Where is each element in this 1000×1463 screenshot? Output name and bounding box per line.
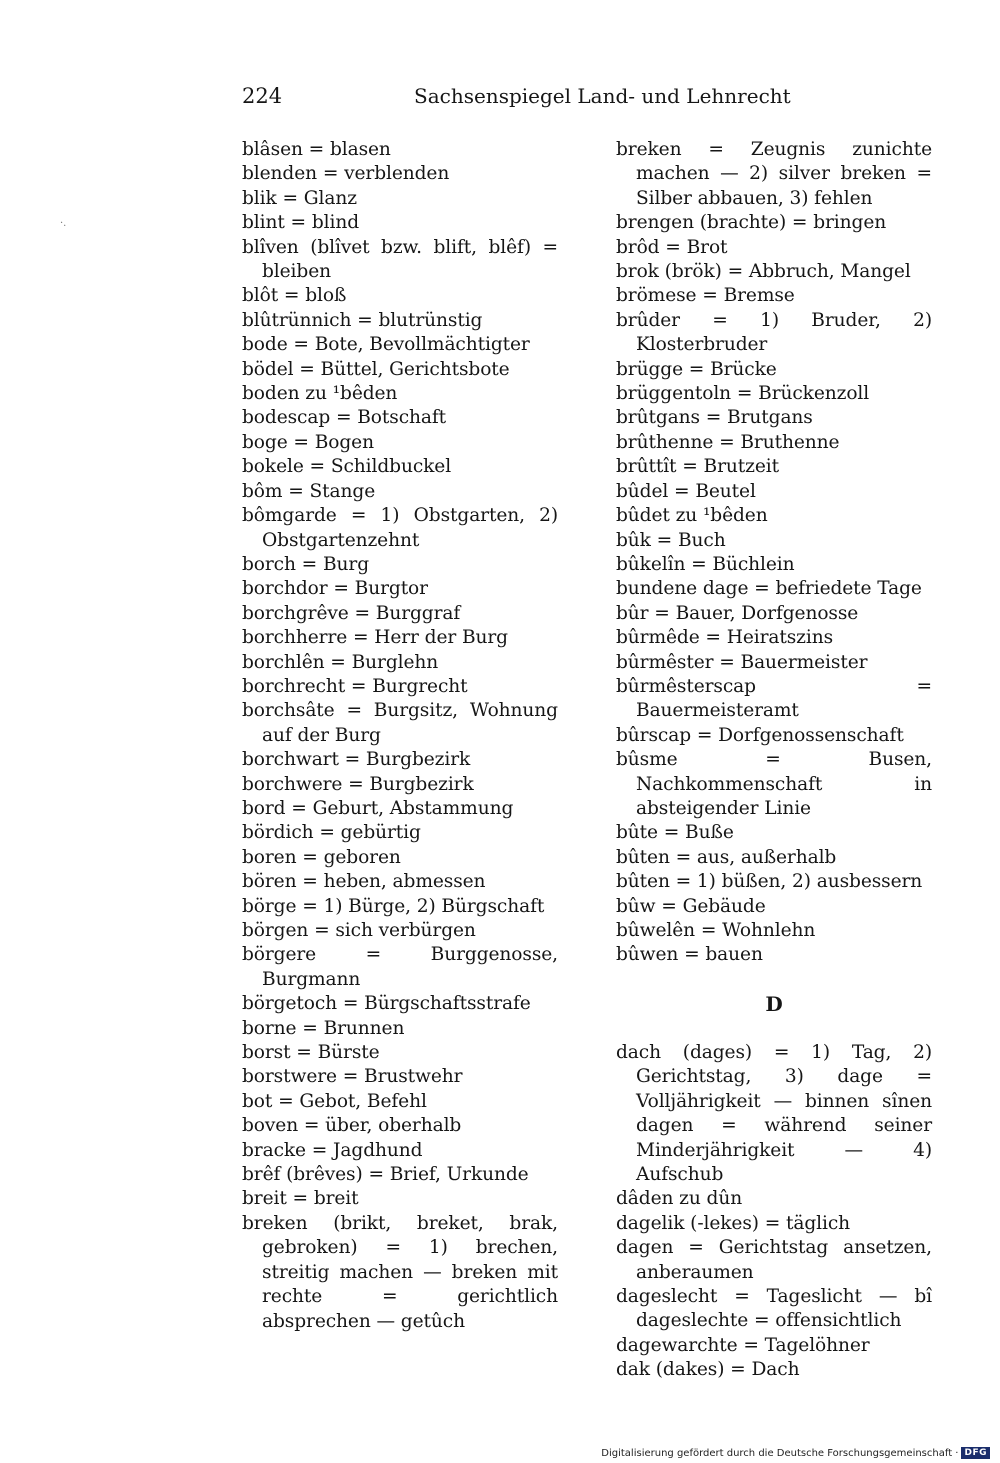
dictionary-entry: brôd = Brot	[616, 236, 728, 258]
dictionary-entry: borchgrêve = Burggraf	[242, 602, 461, 624]
dictionary-entry: bûr = Bauer, Dorfgenosse	[616, 602, 859, 624]
page-number: 224	[242, 84, 283, 108]
dictionary-entry: bûrmêde = Heiratszins	[616, 627, 834, 649]
dictionary-entry: bûdel = Beutel	[616, 480, 756, 502]
dictionary-entry: borstwere = Brustwehr	[242, 1066, 463, 1088]
dictionary-entry: blôt = bloß	[242, 285, 347, 307]
dictionary-entry: bokele = Schildbuckel	[242, 456, 452, 478]
right-column	[616, 138, 932, 1383]
dictionary-entry: bûk = Buch	[616, 529, 726, 551]
dictionary-entry: bôm = Stange	[242, 480, 376, 502]
dictionary-entry: börgetoch = Bürgschaftsstrafe	[242, 993, 531, 1015]
digitization-footer	[601, 1447, 990, 1459]
dictionary-entry: borne = Brunnen	[242, 1017, 405, 1039]
dictionary-entry: bûw = Gebäude	[616, 895, 766, 917]
dictionary-entry: boren = geboren	[242, 846, 401, 868]
dictionary-entry: breken (brikt, breket, brak, gebroken) = 1) brechen, streitig machen — breken mit rechte = gerichtlich absprechen — getûch	[242, 1212, 558, 1332]
marginal-mark: ·.	[60, 218, 67, 229]
dictionary-entry: brügge = Brücke	[616, 358, 777, 380]
dictionary-entry: bûten = 1) büßen, 2) ausbessern	[616, 871, 923, 893]
footer-credit: Digitalisierung gefördert durch die Deutsche Forschungsgemeinschaft ·	[601, 1447, 959, 1459]
dictionary-entry: borchsâte = Burgsitz, Wohnung auf der Burg	[242, 700, 558, 746]
dictionary-entry: bûkelîn = Büchlein	[616, 553, 795, 575]
dictionary-entry: börgere = Burggenosse, Burgmann	[242, 944, 558, 990]
dictionary-entry: dagelik (-lekes) = täglich	[616, 1212, 851, 1234]
dictionary-entry: borchwart = Burgbezirk	[242, 749, 471, 771]
dictionary-entry: bûsme = Busen, Nachkommenschaft in absteigender Linie	[616, 749, 932, 819]
dictionary-entry: bodescap = Botschaft	[242, 407, 447, 429]
dictionary-entry: blâsen = blasen	[242, 139, 391, 160]
dictionary-entry: bot = Gebot, Befehl	[242, 1090, 427, 1112]
dictionary-entry: brok (brök) = Abbruch, Mangel	[616, 261, 911, 283]
dictionary-entry: bören = heben, abmessen	[242, 871, 486, 893]
dictionary-entry: blik = Glanz	[242, 187, 357, 209]
dictionary-entry: blint = blind	[242, 212, 360, 234]
dictionary-entry: brêf (brêves) = Brief, Urkunde	[242, 1164, 529, 1186]
dictionary-entry: bûwen = bauen	[616, 944, 763, 966]
dictionary-entry: blîven (blîvet bzw. blift, blêf) = bleiben	[242, 236, 558, 283]
dictionary-entry: börgen = sich verbürgen	[242, 920, 476, 941]
dictionary-entry: borst = Bürste	[242, 1042, 380, 1064]
dictionary-entry: dagen = Gerichtstag ansetzen, anberaumen	[616, 1237, 932, 1283]
dictionary-entry: bode = Bote, Bevollmächtigter	[242, 334, 530, 356]
dictionary-entry: brûthenne = Bruthenne	[616, 431, 840, 453]
dictionary-entry: bord = Geburt, Abstammung	[242, 797, 514, 819]
dictionary-entry: bômgarde = 1) Obstgarten, 2) Obstgartenzehnt	[242, 505, 558, 551]
dictionary-entry: breit = breit	[242, 1188, 359, 1210]
dictionary-entry: bûwelên = Wohnlehn	[616, 920, 816, 941]
dictionary-entry: dageslecht = Tageslicht — bî dageslechte = offensichtlich	[616, 1286, 932, 1332]
dictionary-entry: dach (dages) = 1) Tag, 2) Gerichtstag, 3) dage = Volljährigkeit — binnen sînen dagen = während seiner Minderjährigkeit — 4) Aufschub	[616, 1041, 932, 1186]
dictionary-entry: bûrscap = Dorfgenossenschaft	[616, 724, 904, 746]
dictionary-entry: boven = über, oberhalb	[242, 1115, 462, 1137]
dictionary-entry: bûten = aus, außerhalb	[616, 846, 837, 868]
dfg-logo: DFG	[961, 1447, 990, 1459]
dictionary-entry: bracke = Jagdhund	[242, 1139, 423, 1161]
dictionary-entry: boden zu ¹bêden	[242, 383, 398, 405]
dictionary-entry: bundene dage = befriedete Tage	[616, 578, 922, 600]
dictionary-entry: breken = Zeugnis zunichte machen — 2) silver breken = Silber abbauen, 3) fehlen	[616, 139, 932, 209]
dictionary-entry: brengen (brachte) = bringen	[616, 212, 887, 234]
dictionary-entry: blenden = verblenden	[242, 163, 450, 185]
left-column	[242, 138, 558, 1334]
section-letter-heading: D	[765, 992, 783, 1017]
dictionary-entry: brömese = Bremse	[616, 285, 795, 307]
dictionary-entry: dâden zu dûn	[616, 1188, 743, 1210]
dictionary-entry: bûdet zu ¹bêden	[616, 505, 768, 527]
dictionary-entry: borchdor = Burgtor	[242, 578, 428, 600]
dictionary-entry: dagewarchte = Tagelöhner	[616, 1334, 870, 1356]
dictionary-entry: brûder = 1) Bruder, 2) Klosterbruder	[616, 309, 932, 356]
dictionary-entry: borchlên = Burglehn	[242, 651, 439, 673]
page-header	[242, 84, 932, 118]
dictionary-entry: dak (dakes) = Dach	[616, 1359, 800, 1381]
dictionary-entry: brûtgans = Brutgans	[616, 407, 813, 429]
dictionary-entry: borch = Burg	[242, 553, 370, 575]
dictionary-entry: boge = Bogen	[242, 431, 374, 453]
dictionary-entry: bödel = Büttel, Gerichtsbote	[242, 358, 510, 380]
dictionary-entry: bûrmêster = Bauermeister	[616, 651, 868, 673]
dictionary-entry: brüggentoln = Brückenzoll	[616, 383, 870, 405]
running-title: Sachsenspiegel Land- und Lehnrecht	[414, 84, 791, 108]
dictionary-entry: borchwere = Burgbezirk	[242, 773, 474, 795]
dictionary-entry: borchherre = Herr der Burg	[242, 627, 508, 649]
dictionary-entry: blûtrünnich = blutrünstig	[242, 309, 483, 331]
dictionary-entry: borchrecht = Burgrecht	[242, 675, 468, 697]
dictionary-entry: bûte = Buße	[616, 822, 734, 844]
dictionary-entry: brûttît = Brutzeit	[616, 456, 779, 478]
dictionary-entry: bördich = gebürtig	[242, 822, 421, 844]
dictionary-entry: bûrmêsterscap = Bauermeisteramt	[616, 675, 932, 722]
dictionary-entry: börge = 1) Bürge, 2) Bürgschaft	[242, 895, 545, 917]
